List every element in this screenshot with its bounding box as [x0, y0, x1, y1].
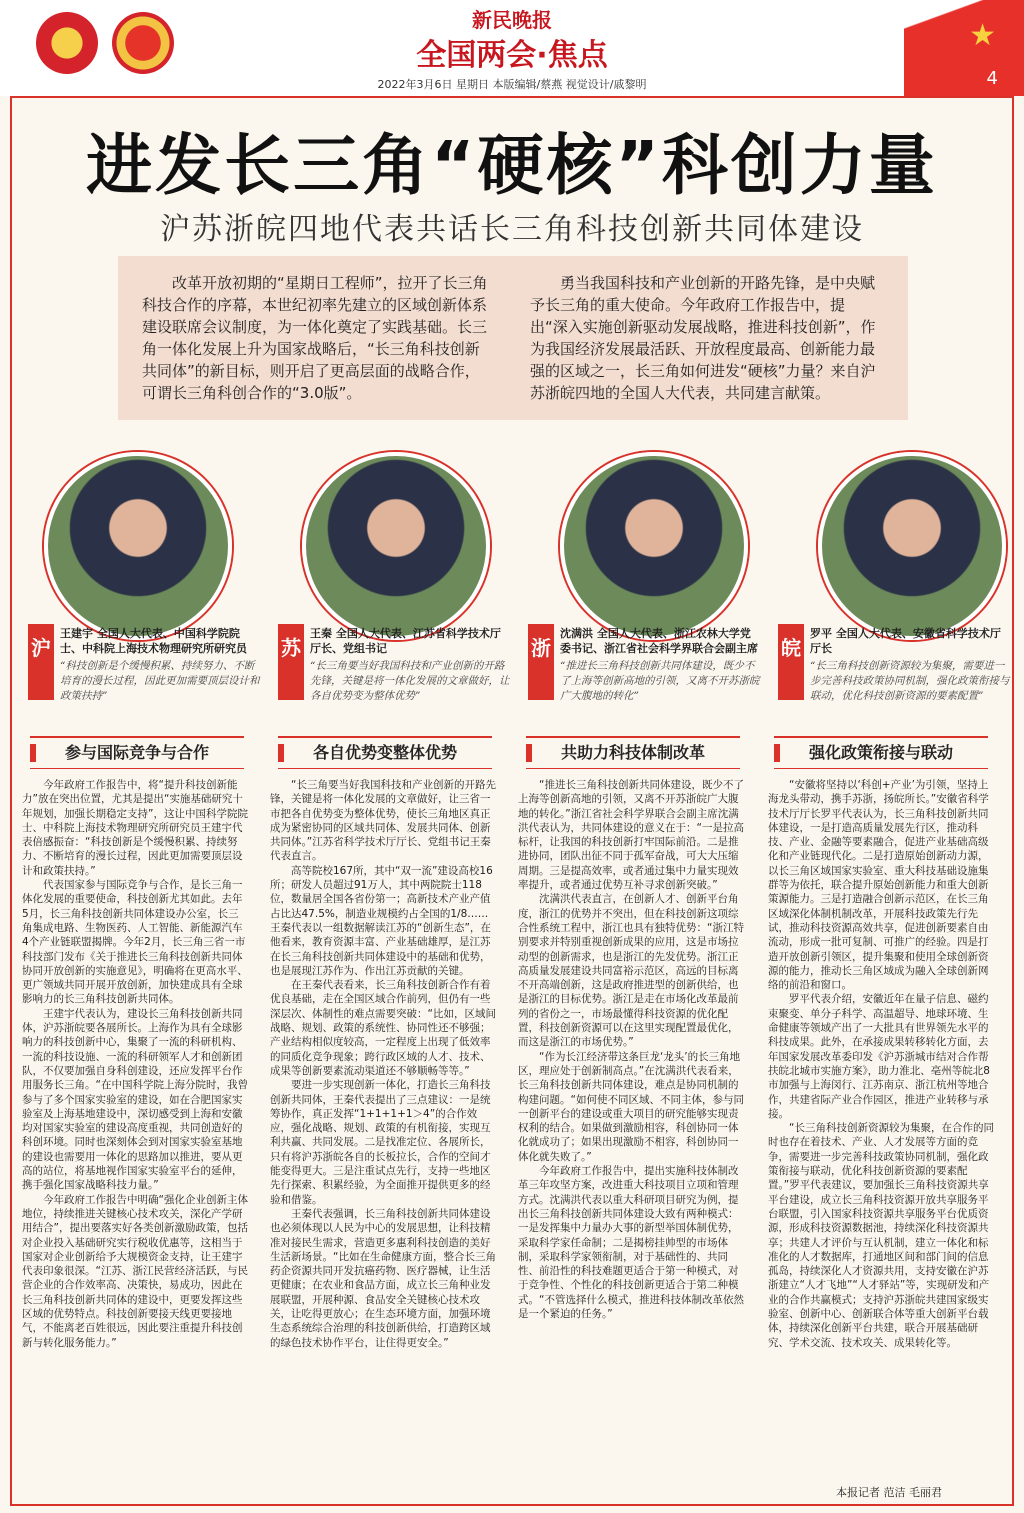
paragraph: “长三角要当好我国科技和产业创新的开路先锋，关键是将一体化发展的文章做好，让三省一市把各自优势变为整体优势，使长三角地区真正成为紧密协同的区域共同体、发展共同体、创新共同体。”江苏省科学技术厅厅长、党组书记王秦代表直言。	[270, 779, 496, 863]
paragraph: “作为长江经济带这条巨龙‘龙头’的长三角地区，理应处于创新制高点。”在沈满洪代表看来，长三角科技创新共同体建设，难点是协同机制的构建问题。“如何使不同区域、不同主体，参与同一创新平台的建设或重大项目的研究能够实现责权利的结合。如果做到激励相容，科创协同一体化就成功了；如果出现激励不相容，科创协同一体化就失败了。”	[518, 1050, 744, 1163]
rep-name: 罗平 全国人大代表、安徽省科学技术厅厅长	[810, 627, 1001, 655]
portrait-wang-jianyu	[44, 452, 232, 640]
rep-quote: “长三角科技创新资源较为集聚，需要进一步完善科技政策协同机制，强化政策衔接与联动，优化科技创新资源的要素配置”	[810, 660, 1010, 702]
article-column	[518, 778, 744, 1494]
intro-box	[118, 256, 908, 420]
column-heading-text: 各自优势变整体优势	[312, 743, 457, 762]
dateline: 2022年3月6日 星期日 本版编辑/蔡燕 视觉设计/戚黎明	[377, 78, 647, 91]
column-heading-text: 参与国际竞争与合作	[64, 743, 209, 762]
paragraph: 王秦代表强调，长三角科技创新共同体建设也必须体现以人民为中心的发展思想，让科技精准对接民生需求，营造更多惠利科技创造的美好生活新场景。“比如在生命健康方面，整合长三角药企资源共同开发抗癌药物、医疗器械，让生活更健康；在农业和食品方面，成立长三角种业发展联盟，开展种源、食品安全关键核心技术攻关，让吃得更放心；在生态环境方面，加强环境生态系统综合治理的科技创新供给，打造跨区域的绿色技术协作平台，让住得更安全。”	[270, 1207, 496, 1349]
paragraph: “推进长三角科技创新共同体建设，既少不了上海等创新高地的引领，又离不开苏浙皖广大腹地的转化。”浙江省社会科学界联合会副主席沈满洪代表认为，共同体建设的意义在于：“一是拉高标杆，让我国的科技创新打牢国际前沿。二是推进协同，团队出征不同于孤军奋战，可大大压缩周期。三是提高效率，或者通过集中力量实现效率提升，或者通过优势互补寻求创新突破。”	[518, 779, 744, 892]
rep-quote: “科技创新是个缓慢积累、持续努力、不断培育的漫长过程，因此更加需要顶层设计和政策扶持”	[60, 660, 260, 702]
paragraph: 王建宇代表认为，建设长三角科技创新共同体，沪苏浙皖要各展所长。上海作为具有全球影响力的科技创新中心，集聚了一流的科研机构、一流的科技设施、一流的科研领军人才和创新团队，不仅要加强自身科创建设，还应发挥平台作用服务长三角。“在中国科学院上海分院时，我曾参与了多个国家实验室的建设，如在合肥国家实验室及上海基地建设中，深切感受到上海和安徽均对国家实验室的建设高度重视，共同创造好的科创环境。同时也深刻体会到对国家实验室基地的建设也需要用一体化的思路加以推进，要从更高的站位，将基地视作国家实验室平台的延伸，携手强化国家战略科技力量。”	[22, 1007, 248, 1192]
rep-caption	[60, 626, 260, 704]
paragraph: 在王秦代表看来，长三角科技创新合作有着优良基础，走在全国区域合作前列，但仍有一些深层次、体制性的难点需要突破：“比如，区域间战略、规划、政策的系统性、协同性还不够强；产业结构相似度较高，一定程度上出现了低效率的同质化竞争现象；跨行政区域的人才、技术、成果等创新要素流动渠道还不够顺畅等等。”	[270, 979, 496, 1077]
rep-quote: “推进长三角科技创新共同体建设，既少不了上海等创新高地的引领，又离不开苏浙皖广大腹地的转化”	[560, 660, 760, 702]
region-badge: 浙	[528, 624, 554, 700]
brand: 新民晚报	[472, 8, 552, 32]
column-heading	[30, 736, 244, 769]
portrait-wang-qin	[302, 452, 490, 640]
rep-name: 沈满洪 全国人大代表、浙江农林大学党委书记、浙江省社会科学界联合会副主席	[560, 627, 758, 655]
paragraph: “安徽将坚持以‘科创+产业’为引领，坚持上海龙头带动，携手苏浙，扬皖所长。”安徽省科学技术厅厅长罗平代表认为，长三角科技创新共同体建设，一是打造高质量发展先行区，推动科技、产业、金融等要素融合，促进产业基础高级化和产业链现代化。二是打造原始创新动力源，以长三角区域国家实验室、重大科技基础设施集群等为依托，联合提升原始创新能力和重大创新策源能力。三是打造融合创新示范区，在长三角区域深化体制机制改革，开展科技政策先行先试，推动科技资源高效共享，促进创新要素自由流动，形成一批可复制、可推广的经验。四是打造开放创新引领区，提升集聚和使用全球创新资源的能力，推动长三角区域成为融入全球创新网络的前沿和窗口。	[768, 779, 989, 992]
page-number: 4	[986, 68, 998, 89]
paragraph: 沈满洪代表直言，在创新人才、创新平台角度，浙江的优势并不突出，但在科技创新这项综合性系统工程中，浙江也具有独特优势：“浙江特别要求并特别重视创新成果的应用，这是市场拉动型的创新需求，也是浙江的先发优势。浙江正高质量发展建设共同富裕示范区，高远的目标离不开高端创新，这是政府推进型的创新供给，也是浙江的目标优势。浙江是走在市场化改革最前列的省份之一，市场最懂得科技资源的优化配置，科技创新资源可以在这里实现配置最优化，而这是浙江的市场优势。”	[518, 893, 744, 1049]
region-badge: 沪	[28, 624, 54, 700]
region-badge: 皖	[778, 624, 804, 700]
paragraph: 罗平代表介绍，安徽近年在量子信息、磁约束聚变、单分子科学、高温超导、地球环境、生命健康等领域产出了一大批具有世界领先水平的科技成果。此外，在承接成果转移转化方面，去年国家发展改革委印发《沪苏浙城市结对合作帮扶皖北城市实施方案》，助力淮北、亳州等皖北8市加强与上海闵行、江苏南京、浙江杭州等地合作，共建省际产业合作园区，推进产业转移与承接。	[768, 993, 990, 1120]
masthead	[0, 0, 1024, 96]
article-column	[270, 778, 496, 1494]
paragraph: “长三角科技创新资源较为集聚，在合作的同时也存在着技术、产业、人才发展等方面的竞争，需要进一步完善科技政策协同机制，强化政策衔接与联动，优化科技创新资源的要素配置。”罗平代表建议，要加强长三角科技资源共享平台建设，成立长三角科技资源开放共享服务平台联盟，引入国家科技资源共享服务平台优质资源，形成科技资源数据池，持续深化科技资源共享；共建人才评价与互认机制，建立一体化和标准化的人才数据库，打通地区间和部门间的信息孤岛，持续深化人才资源共用，支持安徽在沪苏浙建立“人才飞地”“人才驿站”等，实现研发和产业的合作共赢模式；支持沪苏浙皖共建国家级实验室、创新中心、创新联合体等重大创新平台载体，持续深化创新平台共建，联合开展基础研究、学术交流、技术攻关、成果转化等。	[768, 1122, 994, 1349]
reporter-byline: 本报记者 范洁 毛丽君	[836, 1486, 942, 1499]
star-icon: ★	[969, 18, 996, 53]
article-column	[768, 778, 994, 1478]
paragraph: 要进一步实现创新一体化，打造长三角科技创新共同体，王秦代表提出了三点建议：一是统筹协作，真正发挥“1+1+1+1＞4”的合作效应，强化战略、规划、政策的有机衔接，实现互利共赢、共同发展。二是找准定位、各展所长，只有将沪苏浙皖各自的长板拉长，合作的空间才能变得更大。三是注重试点先行，支持一些地区先行探索、积累经验，为全面推开提供更多的经验和借鉴。	[270, 1079, 491, 1206]
column-heading-text: 强化政策衔接与联动	[808, 743, 953, 762]
rep-quote: “长三角要当好我国科技和产业创新的开路先锋，关键是将一体化发展的文章做好，让各自优势变为整体优势”	[310, 660, 510, 702]
subheadline: 沪苏浙皖四地代表共话长三角科技创新共同体建设	[160, 212, 864, 247]
column-heading	[278, 736, 492, 769]
rep-name: 王秦 全国人大代表、江苏省科学技术厅厅长、党组书记	[310, 627, 501, 655]
portrait-luo-ping	[818, 452, 1006, 640]
paragraph: 代表国家参与国际竞争与合作，是长三角一体化发展的重要使命，科技创新尤其如此。去年5月，长三角科技创新共同体建设办公室，长三角集成电路、生物医药、人工智能、新能源汽车4个产业链联盟揭牌。今年2月，长三角三省一市科技部门发布《关于推进长三角科技创新共同体协同开放创新的实施意见》，明确将在更高水平、更广领域共同开展开放创新，加快建成具有全球影响力的长三角科技创新共同体。	[22, 879, 248, 1006]
paragraph: 今年政府工作报告中，提出实施科技体制改革三年攻坚方案，改进重大科技项目立项和管理方式。沈满洪代表以重大科研项目研究为例，提出长三角科技创新共同体建设大致有两种模式：一是发挥集中力量办大事的新型举国体制优势，采取科学家任命制；二是揭榜挂帅型的市场体制，采取科学家领衔制，对于基础性的、共同性、前沿性的科技难题更适合于第一种模式，对于竞争性、个性化的科技创新更适合于第二种模式。“不管选择什么模式，推进科技体制改革依然是一个紧迫的任务。”	[518, 1165, 744, 1320]
region-badge: 苏	[278, 624, 304, 700]
column-heading	[526, 736, 740, 769]
paragraph: 今年政府工作报告中明确“强化企业创新主体地位，持续推进关键核心技术攻关，深化产学研用结合”，提出要落实好各类创新激励政策，包括对企业投入基础研究实行税收优惠等，这相当于国家对企业创新给予大规模资金支持，让王建宇代表印象很深。“江苏、浙江民营经济活跃，与民营企业的合作效率高、决策快，易成功，因此在长三角科技创新共同体的建设中，更要发挥这些区域的优势特点。科技创新要接天线更要接地气，不能离老百姓很远，因此要注重提升科技创新与转化服务能力。”	[22, 1193, 248, 1349]
headline: 进发长三角“硬核”科创力量	[86, 127, 938, 204]
rep-caption	[810, 626, 1010, 704]
portrait-shen-manhong	[560, 452, 748, 640]
intro-paragraph: 勇当我国科技和产业创新的开路先锋，是中央赋予长三角的重大使命。今年政府工作报告中，提出“深入实施创新驱动发展战略，推进科技创新”，作为我国经济发展最活跃、开放程度最高、创新能力最强的区域之一，长三角如何进发“硬核”力量？来自沪苏浙皖四地的全国人大代表，共同建言献策。	[530, 274, 876, 402]
rep-caption	[310, 626, 510, 704]
rep-name: 王建宇 全国人大代表、中国科学院院士、中科院上海技术物理研究所研究员	[60, 627, 247, 655]
paragraph: 今年政府工作报告中，将“提升科技创新能力”放在突出位置，尤其是提出“实施基础研究十年规划，加强长期稳定支持”，这让中国科学院院士、中科院上海技术物理研究所研究员王建宇代表倍感振奋：“科技创新是个缓慢积累、持续努力、不断培育的漫长过程，因此更加需要顶层设计和政策扶持。”	[22, 779, 248, 877]
section-title: 全国两会·焦点	[416, 38, 608, 73]
rep-caption	[560, 626, 760, 704]
paragraph: 高等院校167所，其中“双一流”建设高校16所；研发人员超过91万人，其中两院院士118位，数量居全国各省份第一；高新技术产业产值占比达47.5%，制造业规模约占全国的1/8……王秦代表以一组数据解读江苏的“创新生态”，在他看来，教育资源丰富、产业基础雄厚，是江苏在长三角科技创新共同体建设中的基础和优势，也是展现江苏作为、作出江苏贡献的关键。	[270, 864, 493, 977]
flag-decoration	[904, 0, 1024, 96]
column-heading	[774, 736, 988, 769]
intro-paragraph: 改革开放初期的“星期日工程师”，拉开了长三角科技合作的序幕，本世纪初率先建立的区域创新体系建设联席会议制度，为一体化奠定了实践基础。长三角一体化发展上升为国家战略后，“长三角科技创新共同体”的新目标，则开启了更高层面的战略合作，可谓长三角科创合作的“3.0版”。	[142, 274, 488, 402]
article-column	[22, 778, 248, 1494]
column-heading-text: 共助力科技体制改革	[560, 743, 705, 762]
